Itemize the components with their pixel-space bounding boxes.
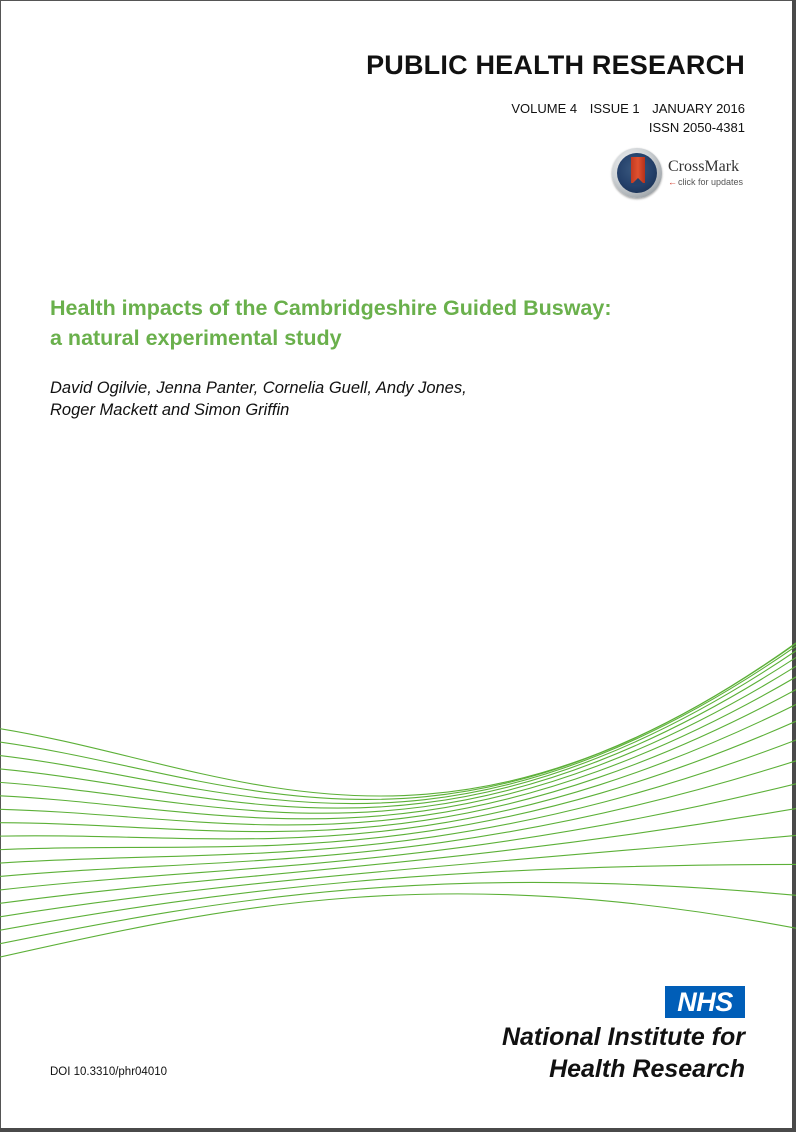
journal-title: PUBLIC HEALTH RESEARCH xyxy=(366,50,745,80)
author-list xyxy=(50,377,750,421)
issn-label: ISSN 2050-4381 xyxy=(648,120,745,135)
wave-line xyxy=(0,643,796,803)
doi-label: DOI 10.3310/phr04010 xyxy=(50,1066,168,1078)
wave-line xyxy=(0,808,796,904)
wave-line xyxy=(0,894,796,958)
crossmark-button[interactable] xyxy=(612,148,752,198)
date-label: JANUARY 2016 xyxy=(652,101,745,116)
wave-line xyxy=(0,655,796,813)
article-title-line-2: a natural experimental study xyxy=(50,326,342,350)
wave-line xyxy=(0,760,796,877)
organisation-line-2: Health Research xyxy=(549,1055,745,1083)
organisation-line-1: National Institute for xyxy=(501,1023,745,1051)
issue-info xyxy=(511,101,745,116)
nhs-logo: NHS xyxy=(665,986,745,1018)
issue-label: ISSUE 1 xyxy=(589,101,640,116)
article-title-line-1: Health impacts of the Cambridgeshire Guided Busway: xyxy=(50,296,612,320)
arrow-left-icon: ← xyxy=(668,177,677,187)
crossmark-subtitle: ←click for updates xyxy=(668,177,744,187)
decorative-wave-lines xyxy=(0,600,796,980)
wave-line xyxy=(0,648,796,808)
wave-line xyxy=(0,641,796,800)
volume-label: VOLUME 4 xyxy=(511,101,578,116)
authors-line-1: David Ogilvie, Jenna Panter, Cornelia Guell, Andy Jones, xyxy=(50,379,467,397)
organisation-name xyxy=(502,1021,745,1085)
authors-line-2: Roger Mackett and Simon Griffin xyxy=(50,401,290,419)
article-title xyxy=(50,293,750,353)
crossmark-badge-icon xyxy=(612,148,662,198)
crossmark-label: CrossMark xyxy=(668,158,740,175)
wave-line xyxy=(0,882,796,944)
